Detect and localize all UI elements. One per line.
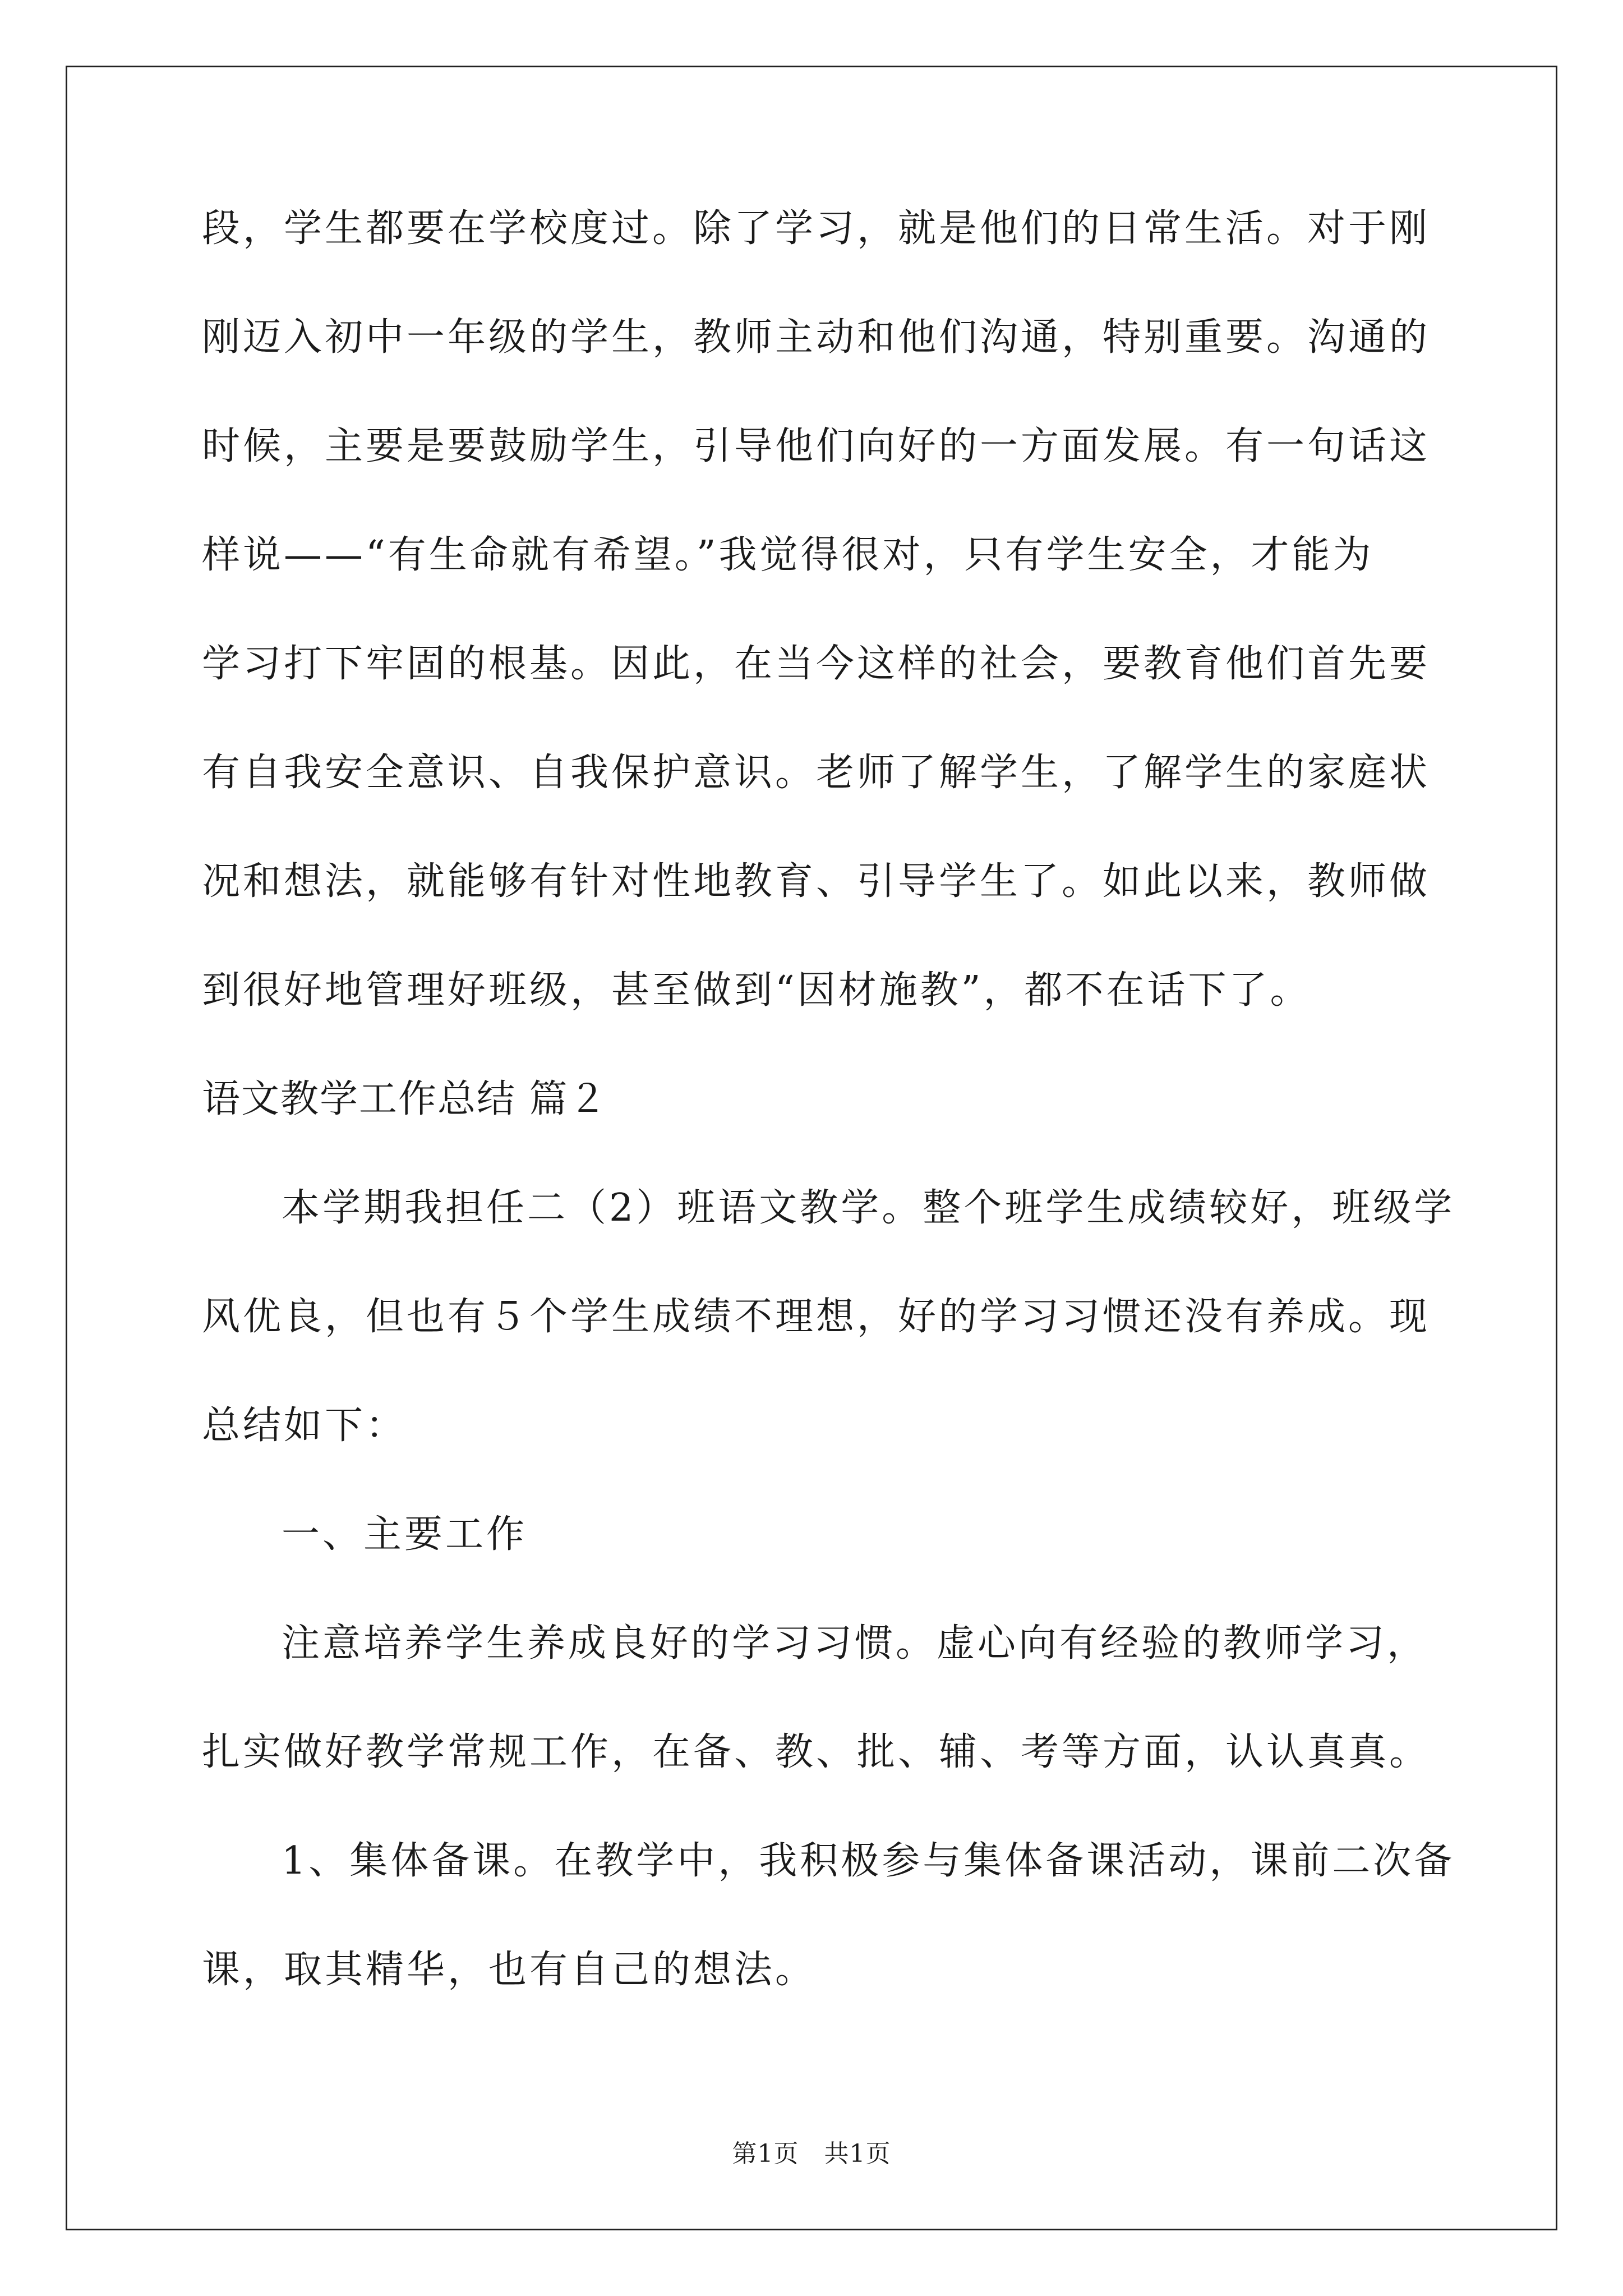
paragraph-line: 本学期我担任二（2）班语文教学。整个班学生成绩较好，班级学	[282, 1186, 1455, 1230]
paragraph-line: 样说——“有生命就有希望。”我觉得很对，只有学生安全，才能为	[202, 533, 1374, 577]
paragraph-line: 1、集体备课。在教学中，我积极参与集体备课活动，课前二次备	[282, 1839, 1455, 1883]
paragraph-line: 时候，主要是要鼓励学生，引导他们向好的一方面发展。有一句话这	[202, 424, 1431, 468]
subheading: 一、主要工作	[282, 1512, 528, 1557]
paragraph-line: 总结如下：	[202, 1404, 407, 1448]
paragraph-line: 风优良，但也有５个学生成绩不理想，好的学习习惯还没有养成。现	[202, 1295, 1431, 1339]
section-heading: 语文教学工作总结 篇２	[202, 1077, 608, 1121]
paragraph-line: 学习打下牢固的根基。因此，在当今这样的社会，要教育他们首先要	[202, 642, 1431, 686]
paragraph-line: 扎实做好教学常规工作，在备、教、批、辅、考等方面，认认真真。	[202, 1730, 1431, 1774]
paragraph-line: 课，取其精华，也有自己的想法。	[202, 1948, 817, 1992]
paragraph-line: 段，学生都要在学校度过。除了学习，就是他们的日常生活。对于刚	[202, 206, 1431, 251]
paragraph-line: 到很好地管理好班级，甚至做到“因材施教”，都不在话下了。	[202, 968, 1311, 1013]
paragraph-line: 注意培养学生养成良好的学习习惯。虚心向有经验的教师学习，	[282, 1621, 1428, 1665]
paragraph-line: 况和想法，就能够有针对性地教育、引导学生了。如此以来，教师做	[202, 859, 1431, 904]
page-number-footer: 第1页 共1页	[732, 2139, 891, 2168]
document-body	[202, 202, 1455, 2052]
paragraph-line: 有自我安全意识、自我保护意识。老师了解学生，了解学生的家庭状	[202, 751, 1431, 795]
paragraph-line: 刚迈入初中一年级的学生，教师主动和他们沟通，特别重要。沟通的	[202, 315, 1431, 360]
